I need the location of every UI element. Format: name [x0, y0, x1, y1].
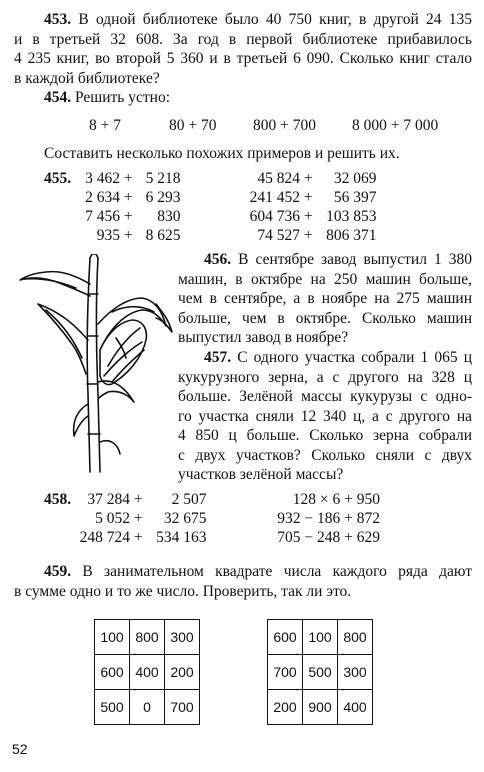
expr-row: 935 + 8 625 — [96, 227, 181, 244]
square-cell: 500 — [95, 690, 130, 725]
problem-454-heading: 454. Решить устно: — [44, 89, 170, 106]
problem-453-line-4: в каждой библиотеке? — [14, 69, 160, 87]
problem-457-line-5: 4 850 ц больше. Сколько зерна собрали — [178, 427, 472, 444]
problem-453-line-2: и в третьей 32 608. За год в первой библиотеке прибавилось — [14, 30, 472, 48]
square-cell: 200 — [268, 690, 303, 725]
problem-457 — [178, 348, 472, 485]
problem-454-number: 454. — [44, 89, 72, 106]
expr-row: 128 × 6 + 950 — [292, 491, 380, 508]
square-cell: 300 — [165, 620, 200, 655]
square-cell: 100 — [95, 620, 130, 655]
square-cell: 200 — [165, 655, 200, 690]
expr-row: 3 462 + 5 218 — [85, 170, 181, 187]
problem-457-line-1: 457. С одного участка собрали 1 065 ц — [204, 349, 473, 366]
problem-453-number: 453. — [44, 11, 72, 28]
problem-456-line-5: выпустил завод в ноябре? — [178, 329, 349, 346]
problem-454-expr-3: 800 + 700 — [253, 117, 316, 134]
problem-456-line-2: машин, в октябре на 250 машин больше, — [178, 270, 472, 288]
problem-457-number: 457. — [204, 349, 232, 366]
square-cell: 500 — [303, 655, 338, 690]
expr-row: 604 736 + 103 853 — [249, 208, 377, 225]
expr-row: 932 − 186 + 872 — [277, 510, 380, 527]
page-number: 52 — [12, 741, 28, 757]
problem-453-line-3: 4 235 книг, во второй 5 360 и в третьей 6 090. Сколько книг стало — [14, 50, 472, 67]
expr-row: 248 724 + 534 163 — [79, 529, 207, 546]
problem-457-line-6: с двух участков? Сколько сняли с двух — [178, 446, 472, 464]
expr-row: 5 052 + 32 675 — [95, 510, 207, 527]
problem-454-expr-1: 8 + 7 — [89, 117, 121, 134]
problem-459-number: 459. — [44, 563, 72, 580]
expr-row: 74 527 + 806 371 — [257, 227, 377, 244]
expr-row: 37 284 + 2 507 — [87, 491, 207, 508]
square-cell: 100 — [303, 620, 338, 655]
expr-row: 705 − 248 + 629 — [277, 529, 380, 546]
square-cell: 600 — [268, 620, 303, 655]
square-cell: 0 — [130, 690, 165, 725]
problem-456-line-3: чем в сентябре, а в ноябре на 275 машин — [178, 290, 472, 307]
problem-456 — [178, 250, 472, 348]
square-cell: 700 — [165, 690, 200, 725]
problem-454-expr-2: 80 + 70 — [169, 117, 217, 134]
expr-row: 241 452 + 56 397 — [249, 189, 377, 206]
square-cell: 300 — [338, 655, 373, 690]
square-cell: 600 — [95, 655, 130, 690]
square-cell: 900 — [303, 690, 338, 725]
problem-457-line-3: больше. Зелёной массы кукурузы с одно- — [178, 388, 472, 405]
problem-457-line-4: го участка сняли 12 340 ц, а с другого на — [178, 407, 472, 425]
problem-456-number: 456. — [204, 251, 232, 268]
square-cell: 400 — [130, 655, 165, 690]
problem-453-line-1: 453. В одной библиотеке было 40 750 книг, в другой 24 135 — [44, 11, 472, 28]
expr-row: 7 456 + 830 — [85, 208, 181, 225]
magic-square-2 — [267, 619, 373, 725]
problem-459 — [14, 562, 472, 601]
problem-459-line-2: в сумме одно и то же число. Проверить, так ли это. — [14, 582, 352, 600]
expr-row: 2 634 + 6 293 — [85, 189, 181, 206]
square-cell: 800 — [130, 620, 165, 655]
problem-457-line-2: кукурузного зерна, а с другого на 328 ц — [178, 368, 472, 386]
problem-455-number: 455. — [44, 170, 72, 187]
problem-456-line-1: 456. В сентябре завод выпустил 1 380 — [204, 251, 473, 268]
expr-row: 45 824 + 32 069 — [257, 170, 377, 187]
problem-459-line-1: 459. В занимательном квадрате числа каждого ряда дают — [44, 563, 472, 580]
problem-454-expr-4: 8 000 + 7 000 — [352, 117, 439, 134]
square-cell: 700 — [268, 655, 303, 690]
corn-plant-illustration — [16, 254, 176, 476]
problem-453 — [14, 10, 472, 88]
magic-square-1 — [94, 619, 200, 725]
square-cell: 400 — [338, 690, 373, 725]
square-cell: 800 — [338, 620, 373, 655]
problem-456-line-4: больше, чем в октябре. Сколько машин — [178, 309, 472, 327]
problem-458-number: 458. — [44, 491, 72, 508]
problem-454-followup: Составить несколько похожих примеров и решить их. — [44, 145, 400, 162]
problem-457-line-7: участков зелёной массы? — [178, 466, 344, 483]
